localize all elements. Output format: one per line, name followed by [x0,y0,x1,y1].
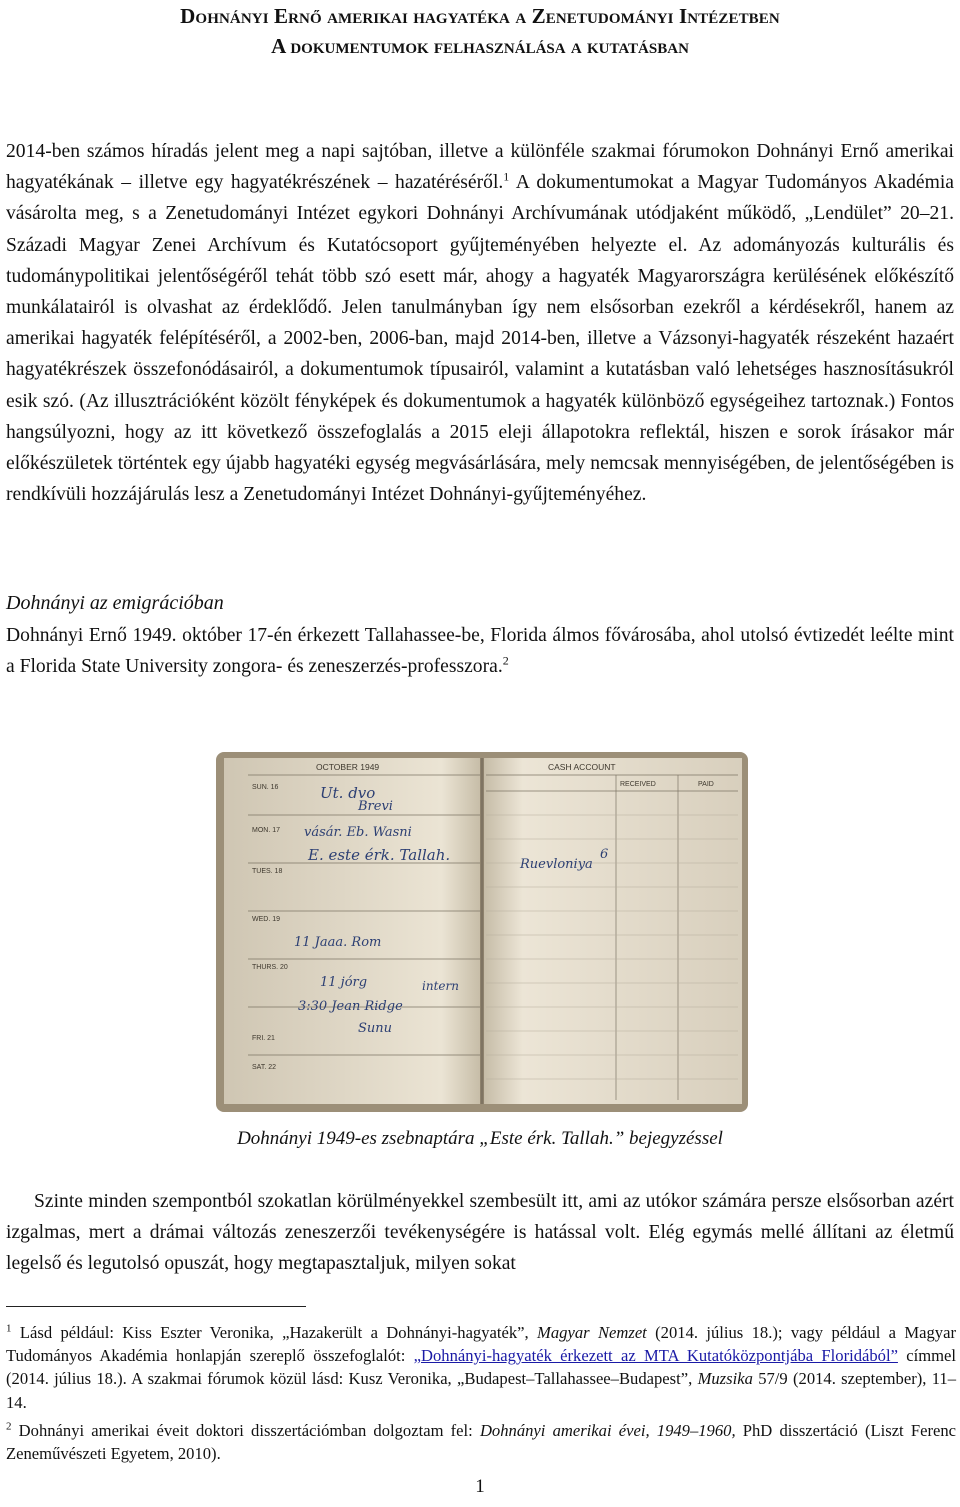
handwritten-note: intern [422,979,459,993]
diary-month-label: OCTOBER 1949 [316,762,380,772]
intro-paragraph [6,136,954,510]
footnote-separator [6,1306,306,1307]
emigration-paragraph [6,620,954,682]
footnote-2-text-b: PhD disszertáció (Liszt Ferenc Zeneművészeti Egyetem, 2010). [6,1421,956,1464]
emigration-text: Dohnányi Ernő 1949. október 17-én érkezett Tallahassee-be, Florida álmos fővárosába, ahol utolsó évtizedét leélte mint a Florida State University zongora- és zeneszerzés-professzora. [6,625,954,678]
footnote-2-title: Dohnányi amerikai évei, 1949–1960, [479,1421,736,1440]
handwritten-note: vásár. Eb. Wasni [304,825,412,840]
day-label: SUN. 16 [252,784,279,791]
footnote-1-text-b: (2014. július 18.); vagy például a Magyar Tudományos Akadémia honlapján szereplő összefoglalót: [6,1323,956,1366]
page-number: 1 [475,1476,485,1497]
footnote-1-text-c: címmel (2014. július 18.). A szakmai fórumok közül lásd: Kusz Veronika, „Budapest–Tallahassee–Budapest”, [6,1346,956,1389]
footnote-1-text-d: 57/9 (2014. szeptember), 11–14. [6,1369,956,1412]
received-column-label: RECEIVED [620,781,656,788]
footnote-1 [6,1321,956,1414]
closing-paragraph: Szinte minden szempontból szokatlan körülményekkel szembesült itt, ami az utókor számára persze elsősorban azért izgalmas, mert a drámai változás zeneszerzői tevékenységére is hatással volt. Elég egymás mellé állítani az életmű legelső és legutolsó opuszát, hogy megtapasztaljuk, milyen sokat [6,1191,954,1275]
paid-column-label: PAID [698,781,714,788]
cash-account-label: CASH ACCOUNT [548,762,616,772]
footnote-1-number: 1 [6,1322,12,1335]
day-label: THURS. 20 [252,964,288,971]
intro-text-a: 2014-ben számos híradás jelent meg a napi sajtóban, illetve a különféle szakmai fórumokon Dohnányi Ernő amerikai hagyatékának – illetve egy hagyatékrészének – hazatéréséről. [6,141,954,194]
section-heading: Dohnányi az emigrációban [6,592,224,614]
footnote-1-source-1: Magyar Nemzet [537,1323,647,1342]
day-label: SAT. 22 [252,1064,276,1071]
footnote-1-text-a: Lásd például: Kiss Eszter Veronika, „Hazakerült a Dohnányi-hagyaték”, [11,1323,538,1342]
footnote-1-link[interactable]: „Dohnányi-hagyaték érkezett az MTA Kutatóközpontjába Floridából” [413,1346,898,1366]
page-subtitle: A dokumentumok felhasználása a kutatásban [271,34,689,58]
day-label: TUES. 18 [252,868,283,875]
day-label: FRI. 21 [252,1035,275,1042]
footnote-ref-1[interactable]: 1 [503,169,510,184]
handwritten-note: E. este érk. Tallah. [308,846,451,864]
footnote-1-source-2: Muzsika [697,1369,753,1389]
handwritten-note: 3:30 Jean Ridge [298,999,403,1014]
figure-caption: Dohnányi 1949-es zsebnaptára „Este érk. Tallah.” bejegyzéssel [237,1128,723,1149]
handwritten-note: 6 [600,847,609,862]
day-label: WED. 19 [252,916,281,923]
handwritten-note: Brevi [358,799,393,814]
footnote-2-text-a: Dohnányi amerikai éveit doktori disszertációmban dolgoztam fel: [11,1421,480,1440]
footnote-ref-2[interactable]: 2 [502,653,509,668]
handwritten-note: 11 jórg [320,975,368,990]
handwritten-note: Ut. dvo [320,784,376,802]
footnote-2 [6,1419,956,1465]
handwritten-note: 11 Jaaa. Rom [294,935,382,950]
page-title: Dohnányi Ernő amerikai hagyatéka a Zenetudományi Intézetben [180,4,780,28]
day-label: MON. 17 [252,827,281,834]
footnote-2-number: 2 [6,1420,12,1433]
pocket-diary-photo [208,748,754,1116]
handwritten-note: Ruevloniya [520,857,593,872]
handwritten-note: Sunu [358,1021,393,1036]
intro-text-b: A dokumentumokat a Magyar Tudományos Akadémia vásárolta meg, s a Zenetudományi Intézet egykori Dohnányi Archívumának utódjaként működő, „Lendület” 20–21. Századi Magyar Zenei Archívum és Kutatócsoport gyűjteményében helyezte el. Az adományozás kulturális és tudománypolitikai jelentőségéről tehát több szó esett már, ahogy a hagyaték Magyarországra kerülésének előkészítő munkálatairól is olvashat az érdeklődő. Jelen tanulmányban így nem elsősorban ezekről a kérdésekről, hanem az amerikai hagyaték felépítéséről, a 2002-ben, 2006-ban, majd 2014-ben, illetve a Vázsonyi-hagyaték részeként hazaért hagyatékrészek összefonódásairól, a dokumentumok típusairól, valamint a kutatásban való lehetséges hasznosításukról esik szó. (Az illusztrációként közölt fényképek és dokumentumok a hagyaték különböző egységeihez tartoznak.) Fontos hangsúlyozni, hogy az itt következő összefoglalás a 2015 eleji állapotokra reflektál, hiszen e sorok írásakor már előkészületek történtek egy újabb hagyatéki egység megvásárlására, mely nemcsak mennyiségében, de jelentőségében is rendkívüli hozzájárulás lesz a Zenetudományi Intézet Dohnányi-gyűjteményéhez. [6,172,954,506]
